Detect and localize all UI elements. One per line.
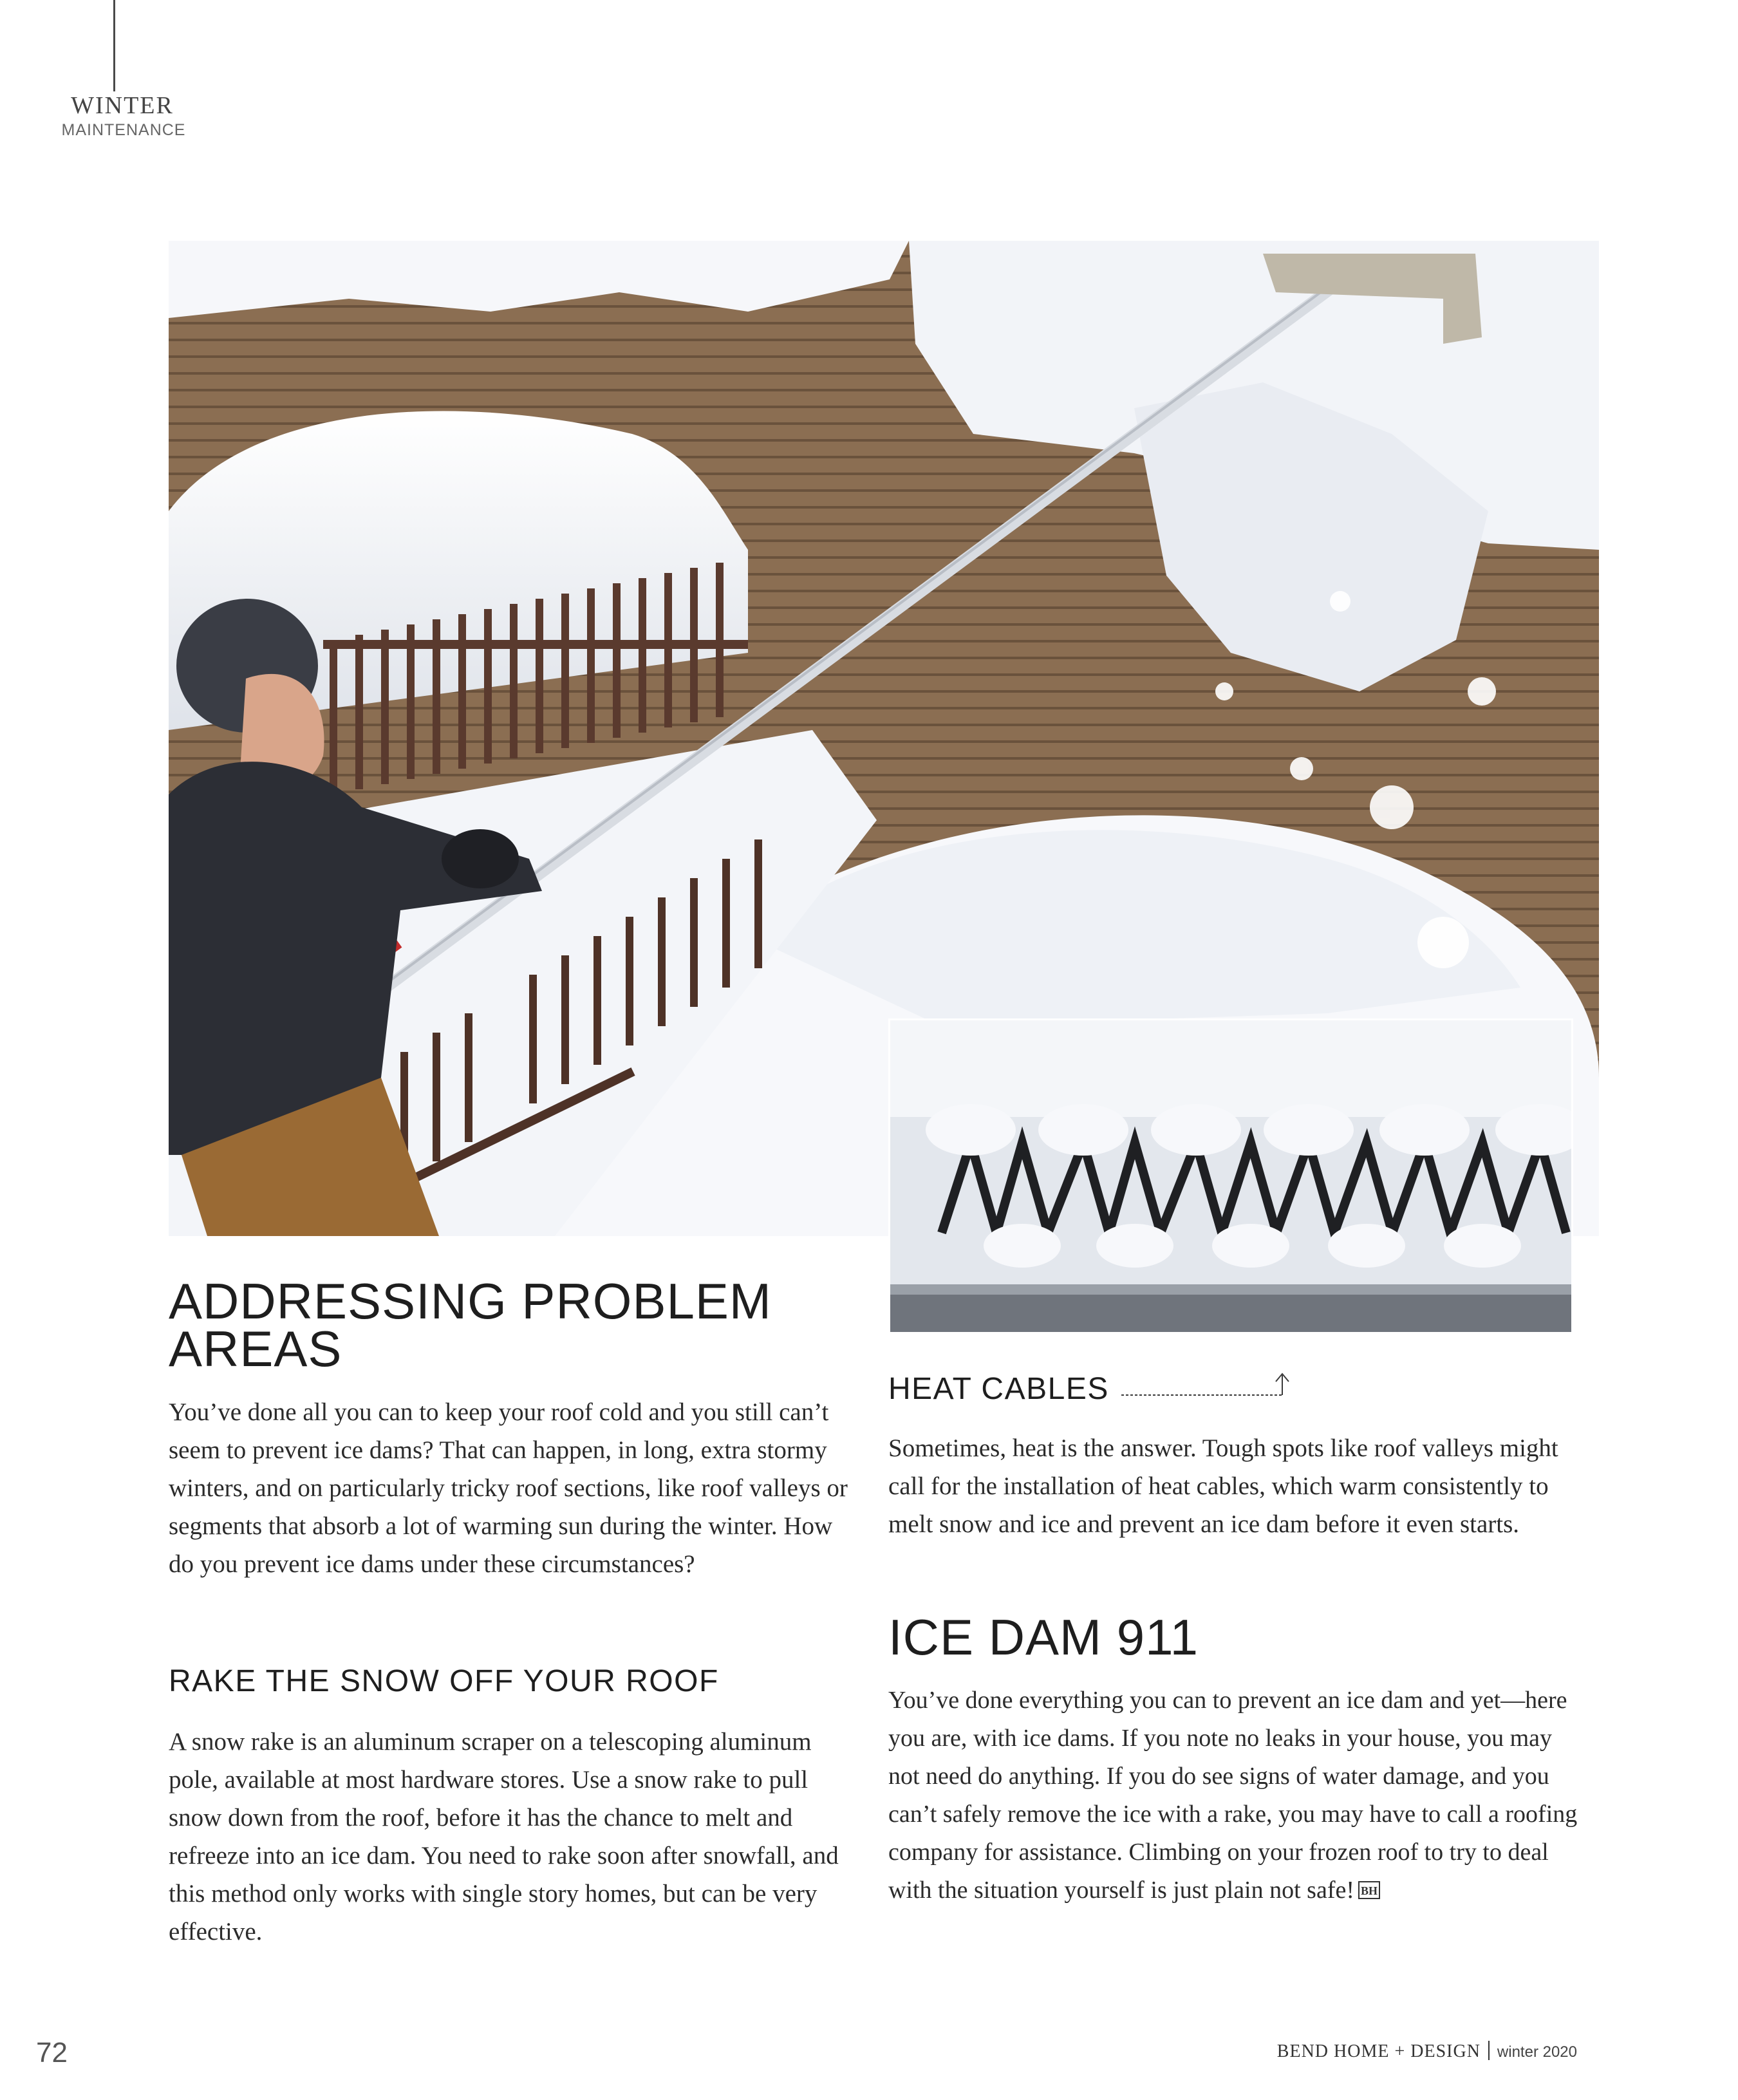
end-mark-logo-icon	[1358, 1881, 1380, 1899]
end-mark-text: BH	[1361, 1884, 1378, 1897]
section-label: WINTER	[71, 92, 174, 119]
header-rule	[113, 0, 115, 91]
paragraph-ice-dam-911	[888, 1682, 1584, 1909]
paragraph-intro: You’ve done all you can to keep your roof cold and you still can’t seem to prevent ice dams? That can happen, in long, extra stormy winters, and on particularly tricky roof sections, like roof valleys or segments that absorb a lot of warming sun during the winter. How do you prevent ice dams under these circumstances?	[169, 1398, 848, 1578]
heading-heat-cables: HEAT CABLES	[888, 1372, 1109, 1406]
heat-cables-photo	[888, 1018, 1573, 1334]
footer-masthead	[1268, 2041, 1577, 2062]
footer-divider	[1488, 2041, 1490, 2060]
heading-addressing-problem-areas	[169, 1273, 812, 1377]
magazine-name: BEND HOME + DESIGN	[1276, 2041, 1481, 2061]
callout-arrow-icon	[1121, 1371, 1295, 1410]
section-sublabel: MAINTENANCE	[61, 121, 186, 139]
heading-line-1: ADDRESSING PROBLEM	[169, 1273, 772, 1329]
page-number: 72	[36, 2037, 68, 2068]
paragraph-heat-cables: Sometimes, heat is the answer. Tough spots like roof valleys might call for the installation of heat cables, which warm consistently to melt snow and ice and prevent an ice dam before it even starts.	[888, 1434, 1558, 1538]
heading-rake-the-snow: RAKE THE SNOW OFF YOUR ROOF	[169, 1664, 719, 1698]
paragraph-ice-dam-911-text: You’ve done everything you can to prevent an ice dam and yet—here you are, with ice dams. If you note no leaks in your house, you may not need do anything. If you do see signs of water damage, and you can’t safely remove the ice with a rake, you may have to call a roofing company for assistance. Climbing on your frozen roof to try to deal with the situation yourself is just plain not safe!	[888, 1687, 1578, 1904]
paragraph-snow-rake: A snow rake is an aluminum scraper on a telescoping aluminum pole, available at most hardware stores. Use a snow rake to pull snow down from the roof, before it has the chance to melt and refreeze into an ice dam. You need to rake soon after snowfall, and this method only works with single story homes, but can be very effective.	[169, 1728, 839, 1945]
heading-ice-dam-911: ICE DAM 911	[888, 1609, 1199, 1665]
issue-label: winter 2020	[1497, 2043, 1577, 2061]
heading-line-2: AREAS	[169, 1320, 342, 1377]
